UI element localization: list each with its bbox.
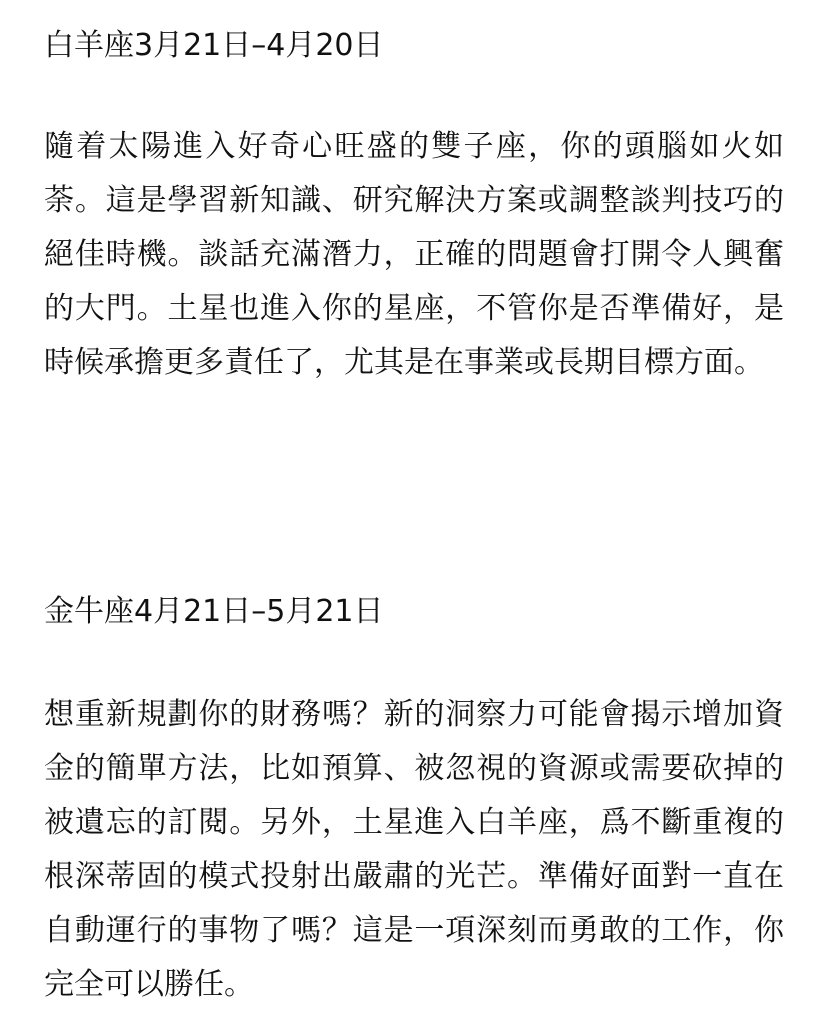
- section-heading-aries: 白羊座3月21日–4月20日: [44, 28, 384, 63]
- section-body-taurus: 想重新規劃你的財務嗎？新的洞察力可能會揭示增加資金的簡單方法，比如預算、被忽視的資源或需要砍掉的被遺忘的訂閱。另外，土星進入白羊座，爲不斷重複的根深蒂固的模式投射出嚴肅的光芒。準備好面對一直在自動運行的事物了嗎？這是一項深刻而勇敢的工作，你完全可以勝任。: [44, 697, 784, 1002]
- horoscope-section-aries: [44, 24, 784, 390]
- horoscope-section-taurus: [44, 590, 784, 1012]
- section-body-aries: 隨着太陽進入好奇心旺盛的雙子座，你的頭腦如火如荼。這是學習新知識、研究解決方案或調整談判技巧的絕佳時機。談話充滿潛力，正確的問題會打開令人興奮的大門。土星也進入你的星座，不管你是否準備好，是時候承擔更多責任了，尤其是在事業或長期目標方面。: [44, 129, 784, 380]
- section-heading-taurus: 金牛座4月21日–5月21日: [44, 594, 384, 629]
